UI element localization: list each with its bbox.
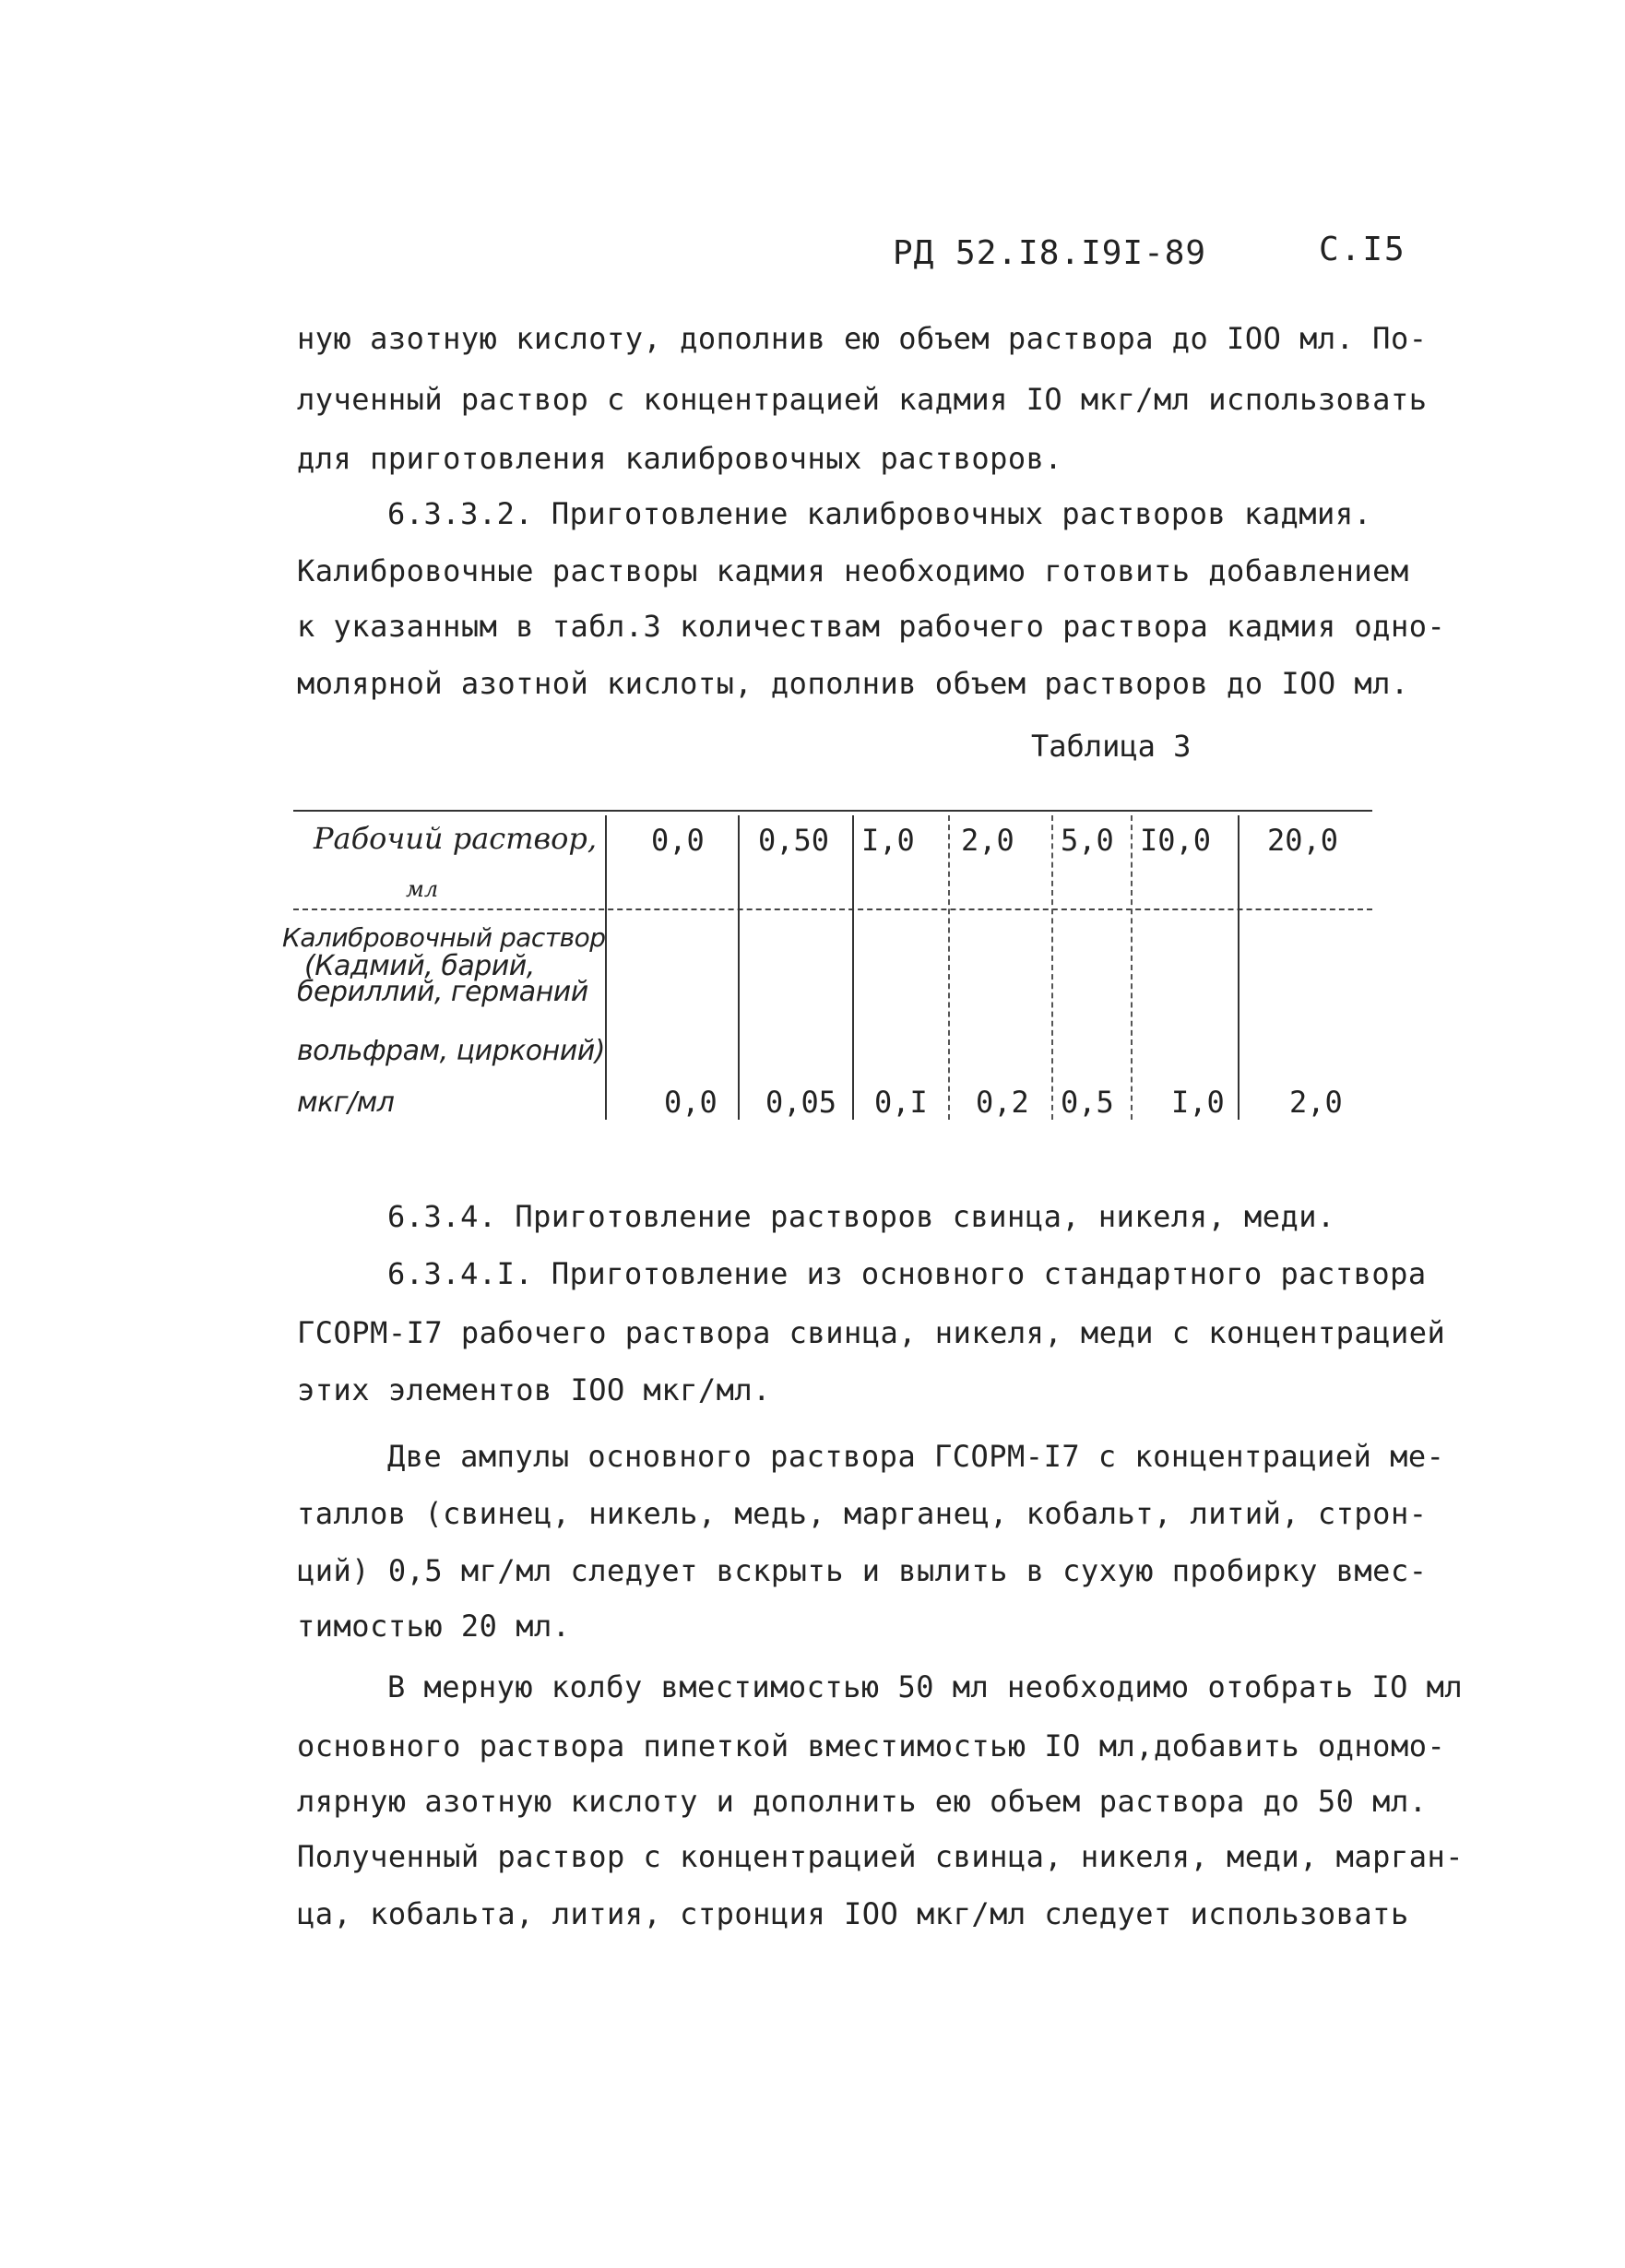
text-line: этих элементов IOO мкг/мл. <box>297 1372 771 1407</box>
text-line: 6.3.3.2. Приготовление калибровочных растворов кадмия. <box>387 496 1372 531</box>
text-line: молярной азотной кислоты, дополнив объем растворов до IOO мл. <box>297 666 1409 701</box>
table-cell: 0,0 <box>664 1085 718 1120</box>
table-column-line <box>1051 815 1053 1120</box>
table-column-line <box>1131 815 1133 1120</box>
text-line: таллов (свинец, никель, медь, марганец, кобальт, литий, строн- <box>297 1496 1428 1531</box>
text-line: ций) 0,5 мг/мл следует вскрыть и вылить в сухую пробирку вмес- <box>297 1553 1428 1588</box>
document-code: РД 52.I8.I9I-89 <box>893 234 1207 272</box>
text-line: лярную азотную кислоту и дополнить ею объем раствора до 50 мл. <box>297 1784 1428 1819</box>
text-line: к указанным в табл.3 количествам рабочего раствора кадмия одно- <box>297 609 1446 644</box>
text-line: лученный раствор с концентрацией кадмия IO мкг/мл использовать <box>297 382 1428 417</box>
text-line: Две ампулы основного раствора ГСОРМ-I7 с концентрацией ме- <box>387 1439 1445 1474</box>
text-line: тимостью 20 мл. <box>297 1609 571 1644</box>
text-line: ца, кобальта, лития, стронция IOO мкг/мл следует использовать <box>297 1896 1409 1931</box>
text-line: ную азотную кислоту, дополнив ею объем раствора до IOO мл. По- <box>297 321 1428 356</box>
table-cell: 5,0 <box>1061 823 1114 858</box>
row-label-line: бериллий, германий <box>297 976 588 1008</box>
table-column-line <box>852 815 854 1120</box>
table-cell: 0,05 <box>765 1085 837 1120</box>
table-top-rule <box>293 810 1372 812</box>
table-cell: I,0 <box>861 823 915 858</box>
row-label-working-solution: Рабочий раствор, <box>314 821 598 856</box>
row-label-line: мкг/мл <box>297 1087 395 1119</box>
text-line: 6.3.4. Приготовление растворов свинца, никеля, меди. <box>387 1199 1335 1234</box>
text-line: основного раствора пипеткой вместимостью IO мл,добавить одномо- <box>297 1728 1446 1763</box>
table-cell: 0,5 <box>1061 1085 1114 1120</box>
row-label-line: вольфрам, цирконий) <box>297 1035 605 1067</box>
row-unit-ml: мл <box>406 876 439 902</box>
text-line: Полученный раствор с концентрацией свинца, никеля, меди, марган- <box>297 1839 1464 1874</box>
row-label-line: (Кадмий, барий, <box>304 950 535 982</box>
text-line: ГСОРМ-I7 рабочего раствора свинца, никеля, меди с концентрацией <box>297 1315 1446 1350</box>
table-column-line <box>948 815 950 1120</box>
table-column-line <box>1238 815 1240 1120</box>
table-cell: 0,I <box>874 1085 928 1120</box>
table-cell: 0,50 <box>758 823 830 858</box>
table-column-line <box>738 815 740 1120</box>
table-cell: 20,0 <box>1267 823 1339 858</box>
table-row-divider <box>293 908 1372 910</box>
table-column-line <box>605 815 607 1120</box>
text-line: 6.3.4.I. Приготовление из основного стандартного раствора <box>387 1256 1427 1291</box>
table-cell: 2,0 <box>1289 1085 1343 1120</box>
table-cell: 2,0 <box>961 823 1014 858</box>
text-line: для приготовления калибровочных растворов. <box>297 441 1063 476</box>
table-cell: I0,0 <box>1140 823 1212 858</box>
table-caption: Таблица 3 <box>1031 729 1192 764</box>
text-line: Калибровочные растворы кадмия необходимо готовить добавлением <box>297 553 1409 588</box>
page-number: С.I5 <box>1319 231 1406 268</box>
row-label-line: Калибровочный раствор <box>282 922 606 953</box>
text-line: В мерную колбу вместимостью 50 мл необходимо отобрать IO мл <box>387 1669 1464 1704</box>
table-cell: 0,0 <box>651 823 705 858</box>
table-cell: I,0 <box>1171 1085 1225 1120</box>
table-cell: 0,2 <box>976 1085 1029 1120</box>
